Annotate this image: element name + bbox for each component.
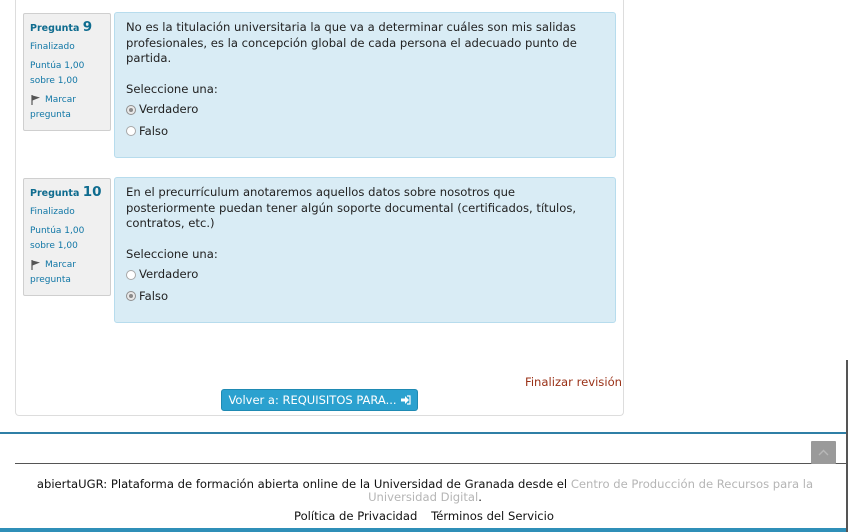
answer-option[interactable]: Verdadero: [126, 99, 604, 121]
question-title: Pregunta 9: [30, 19, 93, 35]
back-to-top-button[interactable]: [811, 441, 836, 464]
footer-separator: [15, 463, 848, 464]
radio-falso[interactable]: [126, 291, 136, 301]
question-text: No es la titulación universitaria la que va a determinar cuáles son mis salidas profesionales, es la concepción global de cada persona el adecuado punto de partida.: [126, 20, 577, 65]
chevron-up-icon: [818, 449, 829, 456]
question-info-9: [23, 13, 111, 131]
question-number: 9: [82, 19, 93, 35]
flag-question-link[interactable]: Marcar pregunta: [30, 95, 76, 120]
answer-option[interactable]: Verdadero: [126, 264, 604, 286]
question-number: 10: [82, 184, 102, 200]
privacy-policy-link[interactable]: Política de Privacidad: [294, 509, 418, 523]
footer-links: [0, 509, 848, 523]
answer-prompt: Seleccione una:: [126, 81, 218, 96]
question-info-10: [23, 178, 111, 296]
radio-verdadero[interactable]: [126, 105, 136, 115]
production-center-link[interactable]: Centro de Producción de Recursos para la Universidad Digital: [368, 477, 814, 504]
finish-review-link[interactable]: Finalizar revisión: [525, 375, 623, 389]
footer-credits: abiertaUGR: Plataforma de formación abierta online de la Universidad de Granada desde el Centro de Producción de Recursos para la Universidad Digital.: [36, 477, 814, 504]
sign-in-icon: [400, 395, 411, 405]
question-grade: Puntúa 1,00 sobre 1,00: [30, 61, 85, 86]
answer-prompt: Seleccione una:: [126, 246, 218, 261]
question-grade: Puntúa 1,00 sobre 1,00: [30, 226, 85, 251]
question-content-9: [114, 12, 616, 158]
footer-divider: [0, 432, 848, 434]
question-content-10: [114, 177, 616, 323]
radio-falso[interactable]: [126, 126, 136, 136]
answer-option[interactable]: Falso: [126, 286, 604, 308]
flag-icon: [30, 94, 42, 106]
terms-of-service-link[interactable]: Términos del Servicio: [431, 509, 554, 523]
question-text: En el precurrículum anotaremos aquellos datos sobre nosotros que posteriormente puedan tener algún soporte documental (certificados, títulos, contratos, etc.): [126, 185, 577, 230]
bottom-bar: [0, 528, 848, 532]
flag-icon: [30, 259, 42, 271]
back-to-course-button[interactable]: Volver a: REQUISITOS PARA...: [221, 389, 418, 411]
flag-question-link[interactable]: Marcar pregunta: [30, 260, 76, 285]
question-state: Finalizado: [30, 207, 75, 217]
question-state: Finalizado: [30, 42, 75, 52]
question-title: Pregunta 10: [30, 184, 102, 200]
answer-option[interactable]: Falso: [126, 121, 604, 143]
radio-verdadero[interactable]: [126, 270, 136, 280]
